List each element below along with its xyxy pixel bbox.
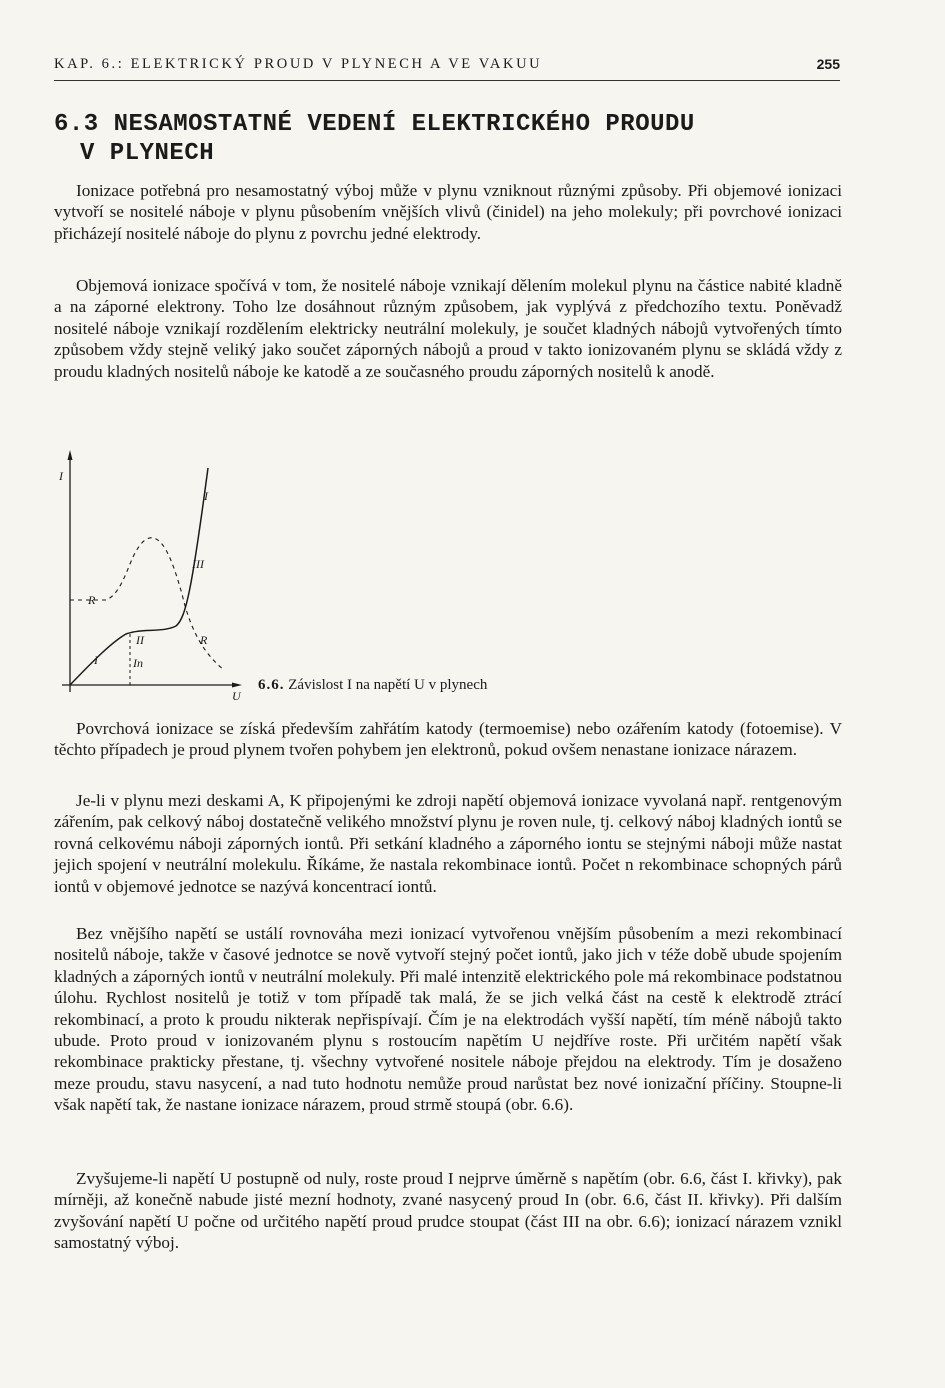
label-region-I: I — [94, 653, 98, 667]
section-title-line2: V PLYNECH — [80, 140, 215, 167]
running-title: KAP. 6.: ELEKTRICKÝ PROUD V PLYNECH A VE VAKUU — [54, 56, 543, 72]
paragraph-equilibrium: Bez vnějšího napětí se ustálí rovnováha mezi ionizací vytvořenou vnějším působením a mezi rekombinací nositelů náboje, takže v časové jednotce se nově vytvoří stejný počet iontů, jako jich v téže době ubude spojením kladných a záporných iontů v neutrální molekuly. Při malé intenzitě elektrického pole má rekombinace podstatnou úlohu. Rychlost nositelů je totiž v tom případě tak malá, že se jich velká část na cestě k elektrodě ztrácí rekombinací, a proto k proudu nikterak nepřispívají. Čím je na elektrodách vyšší napětí, tím méně nábojů takto ubude. Proto proud v ionizovaném plynu s rostoucím napětím U nejdříve roste. Při určitém napětí však rekombinace prakticky přestane, tj. všechny vytvořené nositele náboje přejdou na elektrody. Tím je dosaženo meze proudu, stavu nasycení, a nad tuto hodnotu nemůže proud narůstat bez nové ionizační příčiny. Stoupne-li však napětí tak, že nastane ionizace nárazem, proud strmě stoupá (obr. 6.6). — [54, 924, 842, 1115]
label-y-axis: I — [59, 469, 63, 483]
section-title-line1: 6.3 NESAMOSTATNÉ VEDENÍ ELEKTRICKÉHO PROUDU — [54, 111, 695, 138]
label-x-axis: U — [232, 689, 241, 703]
section-heading — [54, 110, 844, 168]
label-region-II: II — [136, 633, 144, 647]
characteristic-curve — [70, 468, 208, 685]
paragraph-recombination: Je-li v plynu mezi deskami A, K připojenými ke zdroji napětí objemová ionizace vyvolaná např. rentgenovým zářením, pak celkový náboj dostatečně velikého množství plynu je roven nule, tj. celkový náboj kladných iontů se rovná celkovému náboji záporných iontů. Při setkání kladného a záporného iontu se stejnými náboji může nastat jejich spojení v neutrální molekulu. Říkáme, že nastala rekombinace iontů. Počet n rekombinace schopných párů iontů v objemové jednotce se nazývá koncentrací iontů. — [54, 791, 842, 896]
page-number: 255 — [816, 56, 840, 72]
x-axis-arrow — [232, 683, 242, 688]
label-region-III: III — [192, 557, 204, 571]
figure-caption — [258, 677, 487, 694]
paragraph-surface-ionization: Povrchová ionizace se získá především zahřátím katody (termoemise) nebo ozářením katody (fotoemise). V těchto případech je proud plynem tvořen pohybem jen elektronů, pokud ovšem nenastane ionizace nárazem. — [54, 719, 842, 760]
running-header — [54, 54, 840, 81]
label-R-right: R — [200, 633, 208, 647]
figure-current-voltage-graph — [54, 448, 254, 704]
label-curve-upper: I — [204, 489, 208, 503]
paragraph-volume-ionization: Objemová ionizace spočívá v tom, že nositelé náboje vznikají dělením molekul plynu na částice nabité kladně a na záporné elektrony. Toho lze dosáhnout různým způsobem, jak vyplývá z předchozího textu. Poněvadž nositelé náboje vznikají rozdělením elektricky neutrální molekuly, je součet kladných nábojů vytvořených tímto způsobem vždy stejně veliký jako součet záporných nábojů a proud v takto ionizovaném plynu se skládá vždy z proudu kladných nositelů náboje ke katodě a ze současného proudu záporných nositelů k anodě. — [54, 276, 842, 381]
paragraph-ionization-types: Ionizace potřebná pro nesamostatný výboj může v plynu vzniknout různými způsoby. Při objemové ionizaci vytvoří se nositelé náboje v plynu působením vnějších vlivů (činidel) na jeho molekuly; při povrchové ionizaci přicházejí nositelé náboje do plynu z povrchu jedné elektrody. — [54, 181, 842, 243]
label-R-left: R — [88, 593, 96, 607]
figure-caption-text: Závislost I na napětí U v plynech — [288, 677, 488, 693]
y-axis-arrow — [68, 450, 73, 460]
paragraph-saturation-current: Zvyšujeme-li napětí U postupně od nuly, roste proud I nejprve úměrně s napětím (obr. 6.6, část I. křivky), pak mírněji, až konečně nabude jisté mezní hodnoty, zvané nasycený proud In (obr. 6.6, část II. křivky). Při dalším zvyšování napětí U počne od určitého napětí proud prudce stoupat (část III na obr. 6.6); ionizací nárazem vznikl samostatný výboj. — [54, 1169, 842, 1253]
figure-number: 6.6. — [258, 677, 285, 693]
label-saturation-current: In — [133, 656, 143, 670]
